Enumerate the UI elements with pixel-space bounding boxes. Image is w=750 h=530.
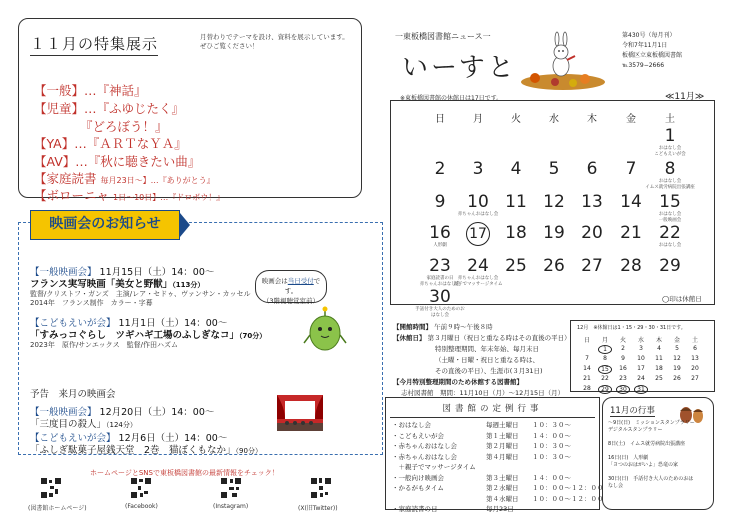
x-twitter-qr-icon[interactable] (310, 477, 332, 499)
calendar-day: 30 (429, 287, 451, 307)
qr-caption-facebook: (Facebook) (125, 503, 158, 510)
regular-event-day: 第４水曜日 (486, 494, 519, 503)
month-label: ≪11月≫ (665, 92, 705, 102)
theater-illustration (275, 393, 325, 433)
regular-event-name: ・家庭読書の日 (392, 505, 438, 513)
mini-calendar-day: 12 (673, 355, 681, 362)
general-movie-year: 2014年 フランス制作 カラー・字幕 (30, 299, 153, 307)
calendar-event-note: おはなし会 一般映画会 (658, 212, 682, 223)
facebook-qr-icon[interactable] (130, 477, 152, 499)
mini-calendar-day: 25 (655, 375, 663, 382)
regular-event-name: ・赤ちゃんおはなし会 (392, 442, 457, 450)
dow-label: 金 (626, 114, 636, 125)
exhibit-line-children-2: 『どろぼう！』 (80, 119, 168, 134)
mini-dow-label: 土 (691, 337, 698, 344)
closure-note: ※東板橋図書館の休館日は17日です。 (400, 95, 503, 102)
exhibit-line-ya: 【YA】…『ＡＲＴなＹＡ』 (34, 136, 187, 151)
calendar-day: 15 (659, 192, 681, 212)
calendar-day: 14 (620, 192, 642, 212)
mini-calendar-day: 28 (583, 385, 591, 392)
regular-event-time: １０：００〜１２：００ (532, 494, 604, 503)
nov-event-1: 8日(土) イムス就労病院出張講座 (608, 441, 686, 447)
exhibit-line-general: 【一般】…『神話』 (34, 83, 147, 98)
regular-event-day: 毎週土曜日 (486, 421, 519, 429)
calendar-day: 27 (581, 256, 603, 276)
regular-event-day: 第２水曜日 (486, 484, 519, 492)
mini-dow-label: 木 (655, 337, 662, 344)
dow-label: 火 (511, 114, 521, 125)
calendar-day: 22 (659, 223, 681, 243)
mini-dow-label: 金 (673, 337, 680, 344)
mini-calendar-day: 21 (583, 375, 591, 382)
mini-calendar-day: 27 (691, 375, 699, 382)
mini-calendar-day: 19 (673, 365, 681, 372)
calendar-event-note: 手話付き大人のためのおはなし会 (415, 307, 465, 318)
dow-label: 日 (435, 114, 445, 125)
mini-calendar-day: 2 (621, 345, 625, 352)
calendar-day: 9 (434, 192, 446, 212)
regular-event-day: 第３土曜日 (486, 473, 519, 482)
calendar-day: 17 (466, 222, 490, 246)
mini-dow-label: 月 (601, 337, 608, 344)
preview-heading: 予告 来月の映画会 (30, 389, 116, 400)
calendar-event-note: 赤ちゃんおはなし会 (457, 212, 499, 217)
next-general-tag: 【一般映画会】 12月20日（土）14：00〜 (30, 407, 215, 418)
regular-event-time: １４：００〜 (532, 431, 571, 440)
dow-label: 月 (473, 114, 483, 125)
regular-events-title: 図書館の定例行事 (390, 402, 595, 418)
mini-dow-label: 水 (637, 337, 644, 344)
calendar-day: 16 (429, 223, 451, 243)
mini-calendar-day: 16 (619, 365, 627, 372)
exhibit-line-av: 【AV】…『秋に聴きたい曲』 (34, 154, 201, 169)
newsletter-title: いーすと (402, 53, 517, 83)
calendar-day: 26 (543, 256, 565, 276)
mini-calendar-day: 5 (675, 345, 679, 352)
dow-label: 土 (665, 114, 675, 125)
opening-hours: 【開館時間】 午前９時〜午後８時 【休館日】 第３月曜日（祝日と重なる時はその直後の平日） 特別整理期間、年末年始、毎月末日 （土曜・日曜・祝日と重なる時は、 その直後の平日）、生涯市(３月31日) 【今月特別整理期間のため休館する図書館】 志村図書館 期間：11月10日（月）〜12月15日（月） (393, 323, 571, 397)
calendar-event-note: おはなし会 こどもえいが会 (654, 146, 686, 157)
calendar-day: 25 (505, 256, 527, 276)
calendar-day: 2 (434, 159, 446, 179)
regular-event-time: １０：００〜１２：００ (532, 484, 604, 492)
movie-header: 映画会のお知らせ (30, 210, 180, 240)
mini-calendar-day: 7 (585, 355, 589, 362)
calendar-day: 13 (581, 192, 603, 212)
calendar-event-note: おはなし会 (658, 243, 682, 248)
nov-event-2: 16日(日) 人形劇 「ヨつのおはがいよ」恐竜の家 (608, 455, 679, 468)
mini-calendar-day: 18 (655, 365, 663, 372)
mini-calendar-day: 6 (693, 345, 697, 352)
calendar-day: 21 (620, 223, 642, 243)
calendar-event-note: 人形劇 (433, 243, 447, 248)
dow-label: 水 (549, 114, 559, 125)
november-events-title: 11月の行事 (610, 406, 655, 416)
calendar-day: 23 (429, 256, 451, 276)
regular-event-day: 毎月23日 (486, 505, 514, 513)
general-movie-title: フランス実写映画「美女と野獣」（113分） (30, 279, 205, 290)
bunny-autumn-leaves-illustration (515, 30, 610, 90)
dow-label: 木 (587, 114, 597, 125)
newsletter-info: 第430号（毎月刊） 令和7年11月1日 板橋区立東板橋図書館 ℡3579−2666 (622, 32, 683, 69)
next-general-title: 「三度目の殺人」（124分） (30, 419, 137, 430)
regular-event-name: ・こどもえいが会 (392, 431, 444, 440)
december-closure-note: 12月 ※休館日は1・15・29・30・31日です。 (577, 325, 686, 331)
kids-movie-credits: 2023年 原作/サンエックス 監督/作田ハズム (30, 341, 178, 349)
next-kids-tag: 【こどもえいが会】 12月6日（土）14：00〜 (30, 433, 228, 444)
mascot-illustration (300, 305, 350, 355)
calendar-day: 8 (664, 159, 676, 179)
calendar-event-note: 赤ちゃんおはなし会 親子でマッサージタイム (453, 276, 503, 287)
calendar-day: 6 (586, 159, 598, 179)
calendar-day: 5 (548, 159, 560, 179)
regular-event-name: ・おはなし会 (392, 421, 431, 429)
mini-calendar-day: 26 (673, 375, 681, 382)
mini-calendar-day: 10 (637, 355, 645, 362)
mini-calendar-day: 17 (637, 365, 645, 372)
movie-header-ribbon (180, 213, 190, 237)
next-kids-title: 「ふしぎ駄菓子屋銭天堂 2巻 猫ぼくもなか」（90分） (30, 445, 262, 456)
regular-event-time: １０：３０〜 (532, 421, 571, 429)
regular-event-name: ・一般向け映画会 (392, 473, 444, 482)
regular-event-day: 第２月曜日 (486, 442, 519, 450)
general-movie-credits: 監督/クリストフ・ガンズ 主演/レア・セドゥ、ヴァンサン・カッセル (30, 290, 251, 298)
qr-caption-x: (X(旧Twitter)) (298, 505, 338, 512)
calendar-day: 24 (467, 256, 489, 276)
regular-event-name: ・かるがもタイム (392, 484, 444, 492)
calendar-day: 28 (620, 256, 642, 276)
calendar-event-note: 家庭読書の日 赤ちゃんおはなし会 (419, 276, 461, 287)
regular-event-name: ＋親子でマッサージタイム (392, 463, 476, 471)
calendar-day: 4 (510, 159, 522, 179)
general-movie-tag: 【一般映画会】 11月15日（土）14：00〜 (30, 267, 215, 278)
mini-calendar-day: 11 (655, 355, 663, 362)
calendar-day: 7 (625, 159, 637, 179)
kids-movie-tag: 【こどもえいが会】 11月1日（土）14：00〜 (30, 318, 228, 329)
calendar-day: 20 (581, 223, 603, 243)
mini-calendar-day: 22 (601, 375, 609, 382)
regular-event-time: １４：００〜 (532, 473, 571, 482)
closed-day-legend: ◯印は休館日 (662, 295, 702, 303)
mini-calendar-day: 3 (639, 345, 643, 352)
qr-caption-homepage: (図書館ホームページ) (28, 505, 87, 512)
mini-calendar-day: 1 (598, 345, 612, 354)
mini-calendar-day: 23 (619, 375, 627, 382)
exhibit-line-bologna: 【ボローニャ 1日〜10日】…『ドロボウ！』 (34, 188, 225, 203)
regular-event-day: 第１土曜日 (486, 431, 519, 440)
mini-calendar-day: 13 (691, 355, 699, 362)
exhibit-title: １１月の特集展示 (30, 33, 158, 56)
regular-event-time: １０：３０〜 (532, 442, 571, 450)
mini-calendar-day: 14 (583, 365, 591, 372)
mini-calendar-day: 30 (616, 385, 630, 394)
calendar-day: 29 (659, 256, 681, 276)
exhibit-description: 月替わりでテーマを設け、資料を展示しています。ぜひご覧ください！ (200, 33, 349, 50)
calendar-event-note: おはなし会 イムス就労病院出張講座 (645, 179, 695, 190)
newsletter-brand: 一東板橋図書館ニュース一 (395, 32, 491, 41)
exhibit-line-children: 【児童】…『ふゆじたく』 (34, 101, 185, 116)
nov-event-0: 〜9日(日) ミッションスタンプラリー デジタルスタンプラリー (608, 420, 695, 433)
calendar-day: 1 (664, 126, 676, 146)
mini-dow-label: 火 (619, 337, 626, 344)
kids-movie-title: 「すみっコぐらし ツギハギ工場のふしぎなコ」（70分） (30, 330, 267, 341)
calendar-day: 10 (467, 192, 489, 212)
mini-dow-label: 日 (583, 337, 590, 344)
qr-caption-instagram: (Instagram) (213, 503, 249, 510)
calendar-day: 19 (543, 223, 565, 243)
mini-calendar-day: 24 (637, 375, 645, 382)
mini-calendar-day: 20 (691, 365, 699, 372)
mini-calendar-day: 15 (598, 365, 612, 374)
mini-calendar-day: 4 (657, 345, 661, 352)
calendar-day: 3 (472, 159, 484, 179)
nov-event-3: 30日(日) 手話付き大人のためのおはなし会 (608, 476, 694, 489)
calendar-day: 18 (505, 223, 527, 243)
mini-calendar-day: 29 (598, 385, 612, 394)
calendar-day: 12 (543, 192, 565, 212)
mini-calendar-day: 9 (621, 355, 625, 362)
library-homepage-qr-icon[interactable] (40, 477, 62, 499)
regular-event-time: １０：３０〜 (532, 452, 571, 461)
movie-reception-note: 映画会は当日受付です。 （3階視聴覚室前） (255, 270, 327, 303)
regular-event-name: ・赤ちゃんおはなし会 (392, 452, 457, 461)
exhibit-line-family: 【家庭読書 毎月23日〜】…『ありがとう』 (34, 171, 215, 186)
regular-event-day: 第４月曜日 (486, 452, 519, 461)
instagram-qr-icon[interactable] (220, 477, 242, 499)
sns-promo: ホームページとSNSで東板橋図書館の最新情報をチェック！ (90, 469, 279, 477)
calendar-day: 11 (505, 192, 527, 212)
mini-calendar-day: 8 (603, 355, 607, 362)
mini-calendar-day: 31 (634, 385, 648, 394)
